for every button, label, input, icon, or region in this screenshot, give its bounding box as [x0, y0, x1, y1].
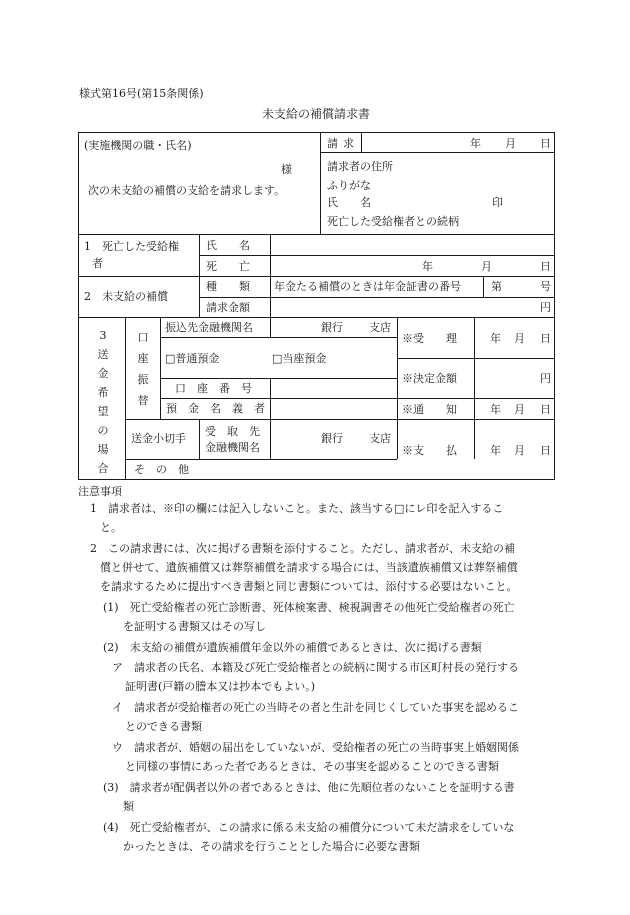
paid-month: 月 — [514, 444, 525, 457]
current-deposit-checkbox: □当座預金 — [272, 352, 327, 365]
received-year: 年 — [490, 332, 501, 345]
relationship-label: 死亡した受給権者との続柄 — [327, 215, 459, 228]
benefit-type-label: 種 類 — [206, 280, 250, 293]
paid-label: ※支 払 — [402, 444, 457, 457]
notes-heading: 注意事項 — [78, 485, 122, 498]
notified-year: 年 — [490, 403, 501, 416]
branch-label: 支店 — [369, 321, 391, 334]
divider — [397, 398, 554, 399]
account-holder-label: 預 金 名 義 者 — [166, 402, 265, 415]
list-item: と。 — [100, 521, 122, 534]
decided-amount-label: ※決定金額 — [402, 372, 457, 385]
divider — [361, 132, 362, 152]
account-number-label: 口 座 番 号 — [175, 382, 252, 395]
death-label: 死 亡 — [206, 260, 250, 273]
list-item: を請求するために提出すべき書類と同じ書類については、添付する必要はないこと。 — [100, 580, 518, 593]
paid-day: 日 — [540, 444, 551, 457]
divider — [270, 234, 271, 317]
bank-name-label: 振込先金融機関名 — [165, 321, 253, 334]
table-border-left — [78, 132, 79, 480]
divider — [199, 419, 200, 459]
death-year: 年 — [422, 260, 433, 273]
received-month: 月 — [514, 332, 525, 345]
divider — [160, 398, 397, 399]
claim-month: 月 — [505, 137, 516, 150]
notified-label: ※通 知 — [402, 403, 457, 416]
claim-day: 日 — [540, 137, 551, 150]
account-transfer-label: 口座振替 — [137, 331, 149, 407]
list-item: イ 請求者が受給権者の死亡の当時その者と生計を同じくしていた事実を認めるこ — [112, 701, 519, 714]
divider — [78, 234, 555, 235]
furigana-label: ふりがな — [327, 179, 371, 192]
list-item: とのできる書類 — [125, 720, 202, 733]
institution-label: (実施機関の職・氏名) — [84, 139, 192, 152]
divider — [270, 419, 271, 459]
remit-bank-label: 銀行 — [321, 432, 343, 445]
divider — [125, 459, 397, 460]
list-item: (3) 請求者が配偶者以外の者であるときは、他に先順位者のないことを証明する書 — [103, 781, 515, 794]
claim-label: 請求 — [327, 137, 359, 150]
notified-day: 日 — [540, 403, 551, 416]
number-suffix: 号 — [540, 280, 551, 293]
divider — [160, 337, 397, 338]
divider — [125, 419, 554, 420]
divider — [270, 317, 271, 337]
notified-month: 月 — [514, 403, 525, 416]
bank-label: 銀行 — [321, 321, 343, 334]
claim-amount-label: 請求金額 — [206, 301, 250, 314]
section3-label: 3送金希望の場合 — [97, 329, 109, 475]
list-item: 証明書(戸籍の謄本又は抄本でもよい。) — [125, 680, 316, 693]
paid-year: 年 — [490, 444, 501, 457]
honorific: 様 — [281, 163, 292, 176]
table-border-bottom — [78, 479, 555, 480]
seal-mark: 印 — [492, 196, 503, 209]
decided-amount-yen: 円 — [540, 372, 551, 385]
received-day: 日 — [540, 332, 551, 345]
receiving-label-b: 金融機関名 — [205, 441, 260, 454]
divider — [397, 317, 398, 459]
request-text: 次の未支給の補償の支給を請求します。 — [88, 184, 286, 197]
list-item: (4) 死亡受給権者が、この請求に係る未支給の補償分について未だ請求をしていな — [103, 821, 515, 834]
claimant-address-label: 請求者の住所 — [327, 160, 393, 173]
remit-branch-label: 支店 — [369, 432, 391, 445]
list-item: を証明する書類又はその写し — [123, 620, 266, 633]
ordinary-deposit-checkbox: □普通預金 — [165, 352, 220, 365]
divider — [78, 317, 555, 318]
divider — [199, 255, 555, 256]
pension-number-label: 年金たる補償のときは年金証書の番号 — [274, 280, 461, 293]
list-item: かったときは、その請求を行うこととした場合に必要な書類 — [123, 840, 420, 853]
table-border-top — [78, 132, 555, 133]
divider — [474, 317, 475, 459]
other-label: そ の 他 — [134, 463, 189, 476]
divider — [320, 152, 554, 153]
claim-amount-yen: 円 — [540, 301, 551, 314]
receiving-label-a: 受 取 先 — [205, 425, 260, 438]
table-border-right — [554, 132, 555, 480]
claim-year: 年 — [470, 137, 481, 150]
divider — [160, 378, 397, 379]
page-title: 未支給の補償請求書 — [262, 107, 371, 121]
remittance-check-label: 送金小切手 — [131, 432, 186, 445]
form-number: 様式第16号(第15条関係) — [79, 87, 204, 100]
divider — [199, 234, 200, 317]
list-item: ア 請求者の氏名、本籍及び死亡受給権者との続柄に関する市区町村長の発行する — [112, 661, 519, 674]
divider — [160, 317, 161, 419]
death-day: 日 — [540, 260, 551, 273]
divider — [483, 276, 484, 297]
list-item: 1 請求者は、※印の欄には記入しないこと。また、該当する□にレ印を記入するこ — [90, 502, 504, 515]
section1-label: 1 死亡した受給権 — [84, 240, 179, 253]
divider — [199, 297, 555, 298]
list-item: と同様の事情にあった者であるときは、その事実を認めることのできる書類 — [125, 760, 499, 773]
number-prefix: 第 — [491, 280, 502, 293]
list-item: (2) 未支給の補償が遺族補償年金以外の補償であるときは、次に掲げる書類 — [103, 641, 482, 654]
list-item: ウ 請求者が、婚姻の届出をしていないが、受給権者の死亡の当時事実上婚姻関係 — [112, 741, 519, 754]
list-item: 類 — [123, 800, 134, 813]
divider — [125, 317, 126, 479]
section2-label: 2 未支給の補償 — [84, 290, 168, 303]
list-item: 償と併せて、遺族補償又は葬祭補償を請求する場合には、当該遺族補償又は葬祭補償 — [100, 561, 518, 574]
section1-label-cont: 者 — [92, 257, 103, 270]
divider — [397, 358, 554, 359]
divider — [320, 132, 321, 234]
deceased-name-label: 氏 名 — [206, 239, 250, 252]
list-item: (1) 死亡受給権者の死亡診断書、死体検案書、検視調書その他死亡受給権者の死亡 — [103, 601, 515, 614]
claimant-name-label: 氏 名 — [327, 196, 371, 209]
received-label: ※受 理 — [402, 332, 457, 345]
death-month: 月 — [481, 260, 492, 273]
list-item: 2 この請求書には、次に掲げる書類を添付すること。ただし、請求者が、未支給の補 — [90, 542, 515, 555]
